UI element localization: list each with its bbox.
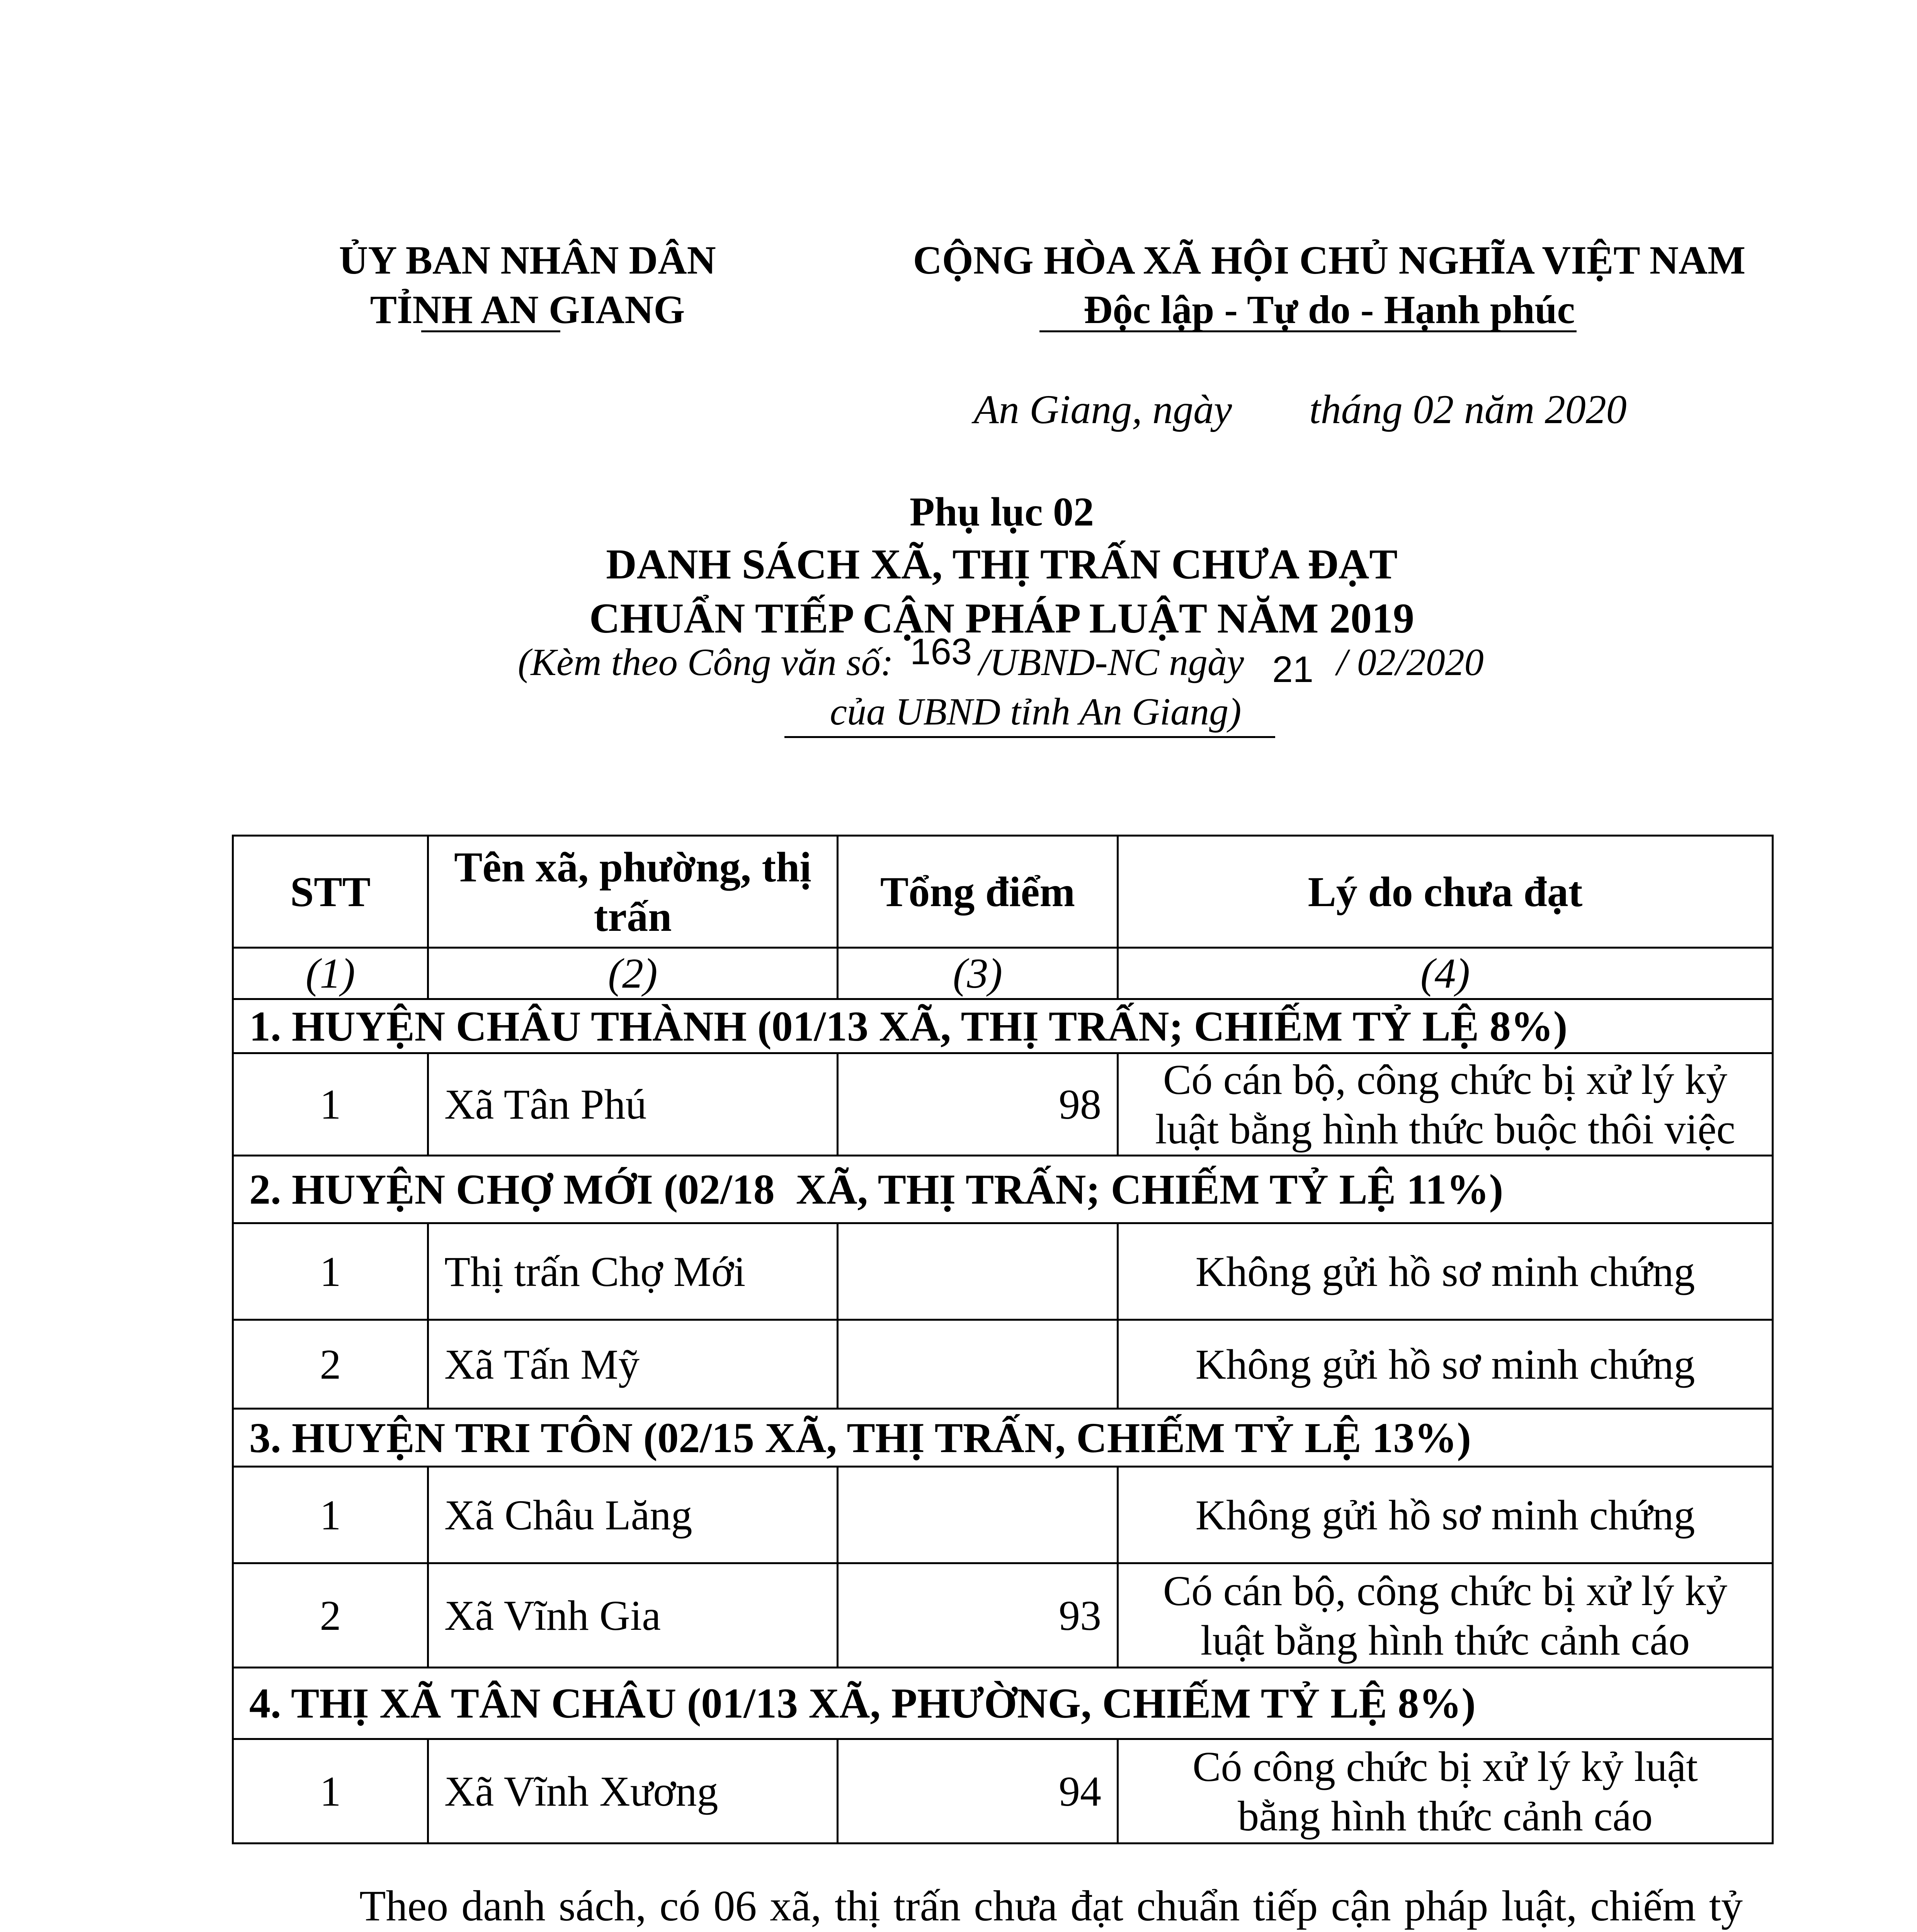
agency-underline [421, 330, 560, 332]
motto-underline [1039, 330, 1577, 332]
cell-stt: 1 [233, 1223, 428, 1320]
agency-name [270, 236, 784, 335]
cell-stt: 2 [233, 1320, 428, 1409]
header-stt: STT [233, 836, 428, 948]
table-header-row [233, 836, 1773, 948]
cell-score [838, 1223, 1118, 1320]
cell-stt: 1 [233, 1467, 428, 1563]
cell-reason: Có công chức bị xử lý kỷ luật bằng hình thức cảnh cáo [1118, 1739, 1773, 1844]
cell-name: Xã Vĩnh Xương [428, 1739, 838, 1844]
cell-reason: Không gửi hồ sơ minh chứng [1118, 1223, 1773, 1320]
column-number: (2) [428, 948, 838, 999]
column-number-row [233, 948, 1773, 999]
table-row [233, 1053, 1773, 1156]
column-number: (3) [838, 948, 1118, 999]
table-row [233, 1320, 1773, 1409]
header-score: Tổng điểm [838, 836, 1118, 948]
cell-stt: 1 [233, 1053, 428, 1156]
reference-suffix: / 02/2020 [1337, 641, 1484, 684]
national-motto [885, 236, 1774, 335]
group-title: 4. THỊ XÃ TÂN CHÂU (01/13 XÃ, PHƯỜNG, CHIẾM TỶ LỆ 8%) [233, 1668, 1773, 1739]
table-row [233, 1739, 1773, 1844]
agency-line1: ỦY BAN NHÂN DÂN [339, 238, 716, 282]
reference-day: 21 [1272, 649, 1314, 690]
date-place: An Giang, ngày [974, 387, 1232, 432]
cell-score: 94 [838, 1739, 1118, 1844]
summary-paragraph: Theo danh sách, có 06 xã, thị trấn chưa đạt chuẩn tiếp cận pháp luật, chiếm tỷ [359, 1882, 1743, 1930]
header-name: Tên xã, phường, thị trấn [428, 836, 838, 948]
date-line [974, 384, 1627, 435]
column-number: (4) [1118, 948, 1773, 999]
reference-prefix: (Kèm theo Công văn số: [518, 641, 894, 684]
cell-name: Xã Châu Lăng [428, 1467, 838, 1563]
cell-reason: Có cán bộ, công chức bị xử lý kỷ luật bằng hình thức buộc thôi việc [1118, 1053, 1773, 1156]
reference-line [518, 631, 1677, 690]
cell-score [838, 1320, 1118, 1409]
document-title-line2: CHUẨN TIẾP CẬN PHÁP LUẬT NĂM 2019 [589, 595, 1414, 642]
appendix-label: Phụ lục 02 [909, 489, 1094, 534]
cell-stt: 2 [233, 1563, 428, 1668]
group-title: 3. HUYỆN TRI TÔN (02/15 XÃ, THỊ TRẤN, CHIẾM TỶ LỆ 13%) [233, 1409, 1773, 1467]
cell-reason: Không gửi hồ sơ minh chứng [1118, 1320, 1773, 1409]
cell-reason: Có cán bộ, công chức bị xử lý kỷ luật bằng hình thức cảnh cáo [1118, 1563, 1773, 1668]
agency-line2: TỈNH AN GIANG [370, 287, 685, 332]
cell-name: Xã Tân Phú [428, 1053, 838, 1156]
cell-name: Thị trấn Chợ Mới [428, 1223, 838, 1320]
cell-score: 93 [838, 1563, 1118, 1668]
cell-name: Xã Tấn Mỹ [428, 1320, 838, 1409]
cell-reason: Không gửi hồ sơ minh chứng [1118, 1467, 1773, 1563]
cell-score: 98 [838, 1053, 1118, 1156]
group-row [233, 1668, 1773, 1739]
table-row [233, 1467, 1773, 1563]
group-title: 2. HUYỆN CHỢ MỚI (02/18 XÃ, THỊ TRẤN; CHIẾM TỶ LỆ 11%) [233, 1156, 1773, 1223]
motto-line: Độc lập - Tự do - Hạnh phúc [1084, 287, 1575, 332]
date-month-year: tháng 02 năm 2020 [1309, 387, 1627, 432]
country-name: CỘNG HÒA XÃ HỘI CHỦ NGHĨA VIỆT NAM [913, 238, 1746, 282]
reference-line2: của UBND tỉnh An Giang) [830, 690, 1242, 733]
reference-middle: /UBND-NC ngày [979, 641, 1244, 684]
document-title-line1: DANH SÁCH XÃ, THỊ TRẤN CHƯA ĐẠT [606, 541, 1398, 588]
group-row [233, 999, 1773, 1053]
header-reason: Lý do chưa đạt [1118, 836, 1773, 948]
group-title: 1. HUYỆN CHÂU THÀNH (01/13 XÃ, THỊ TRẤN; CHIẾM TỶ LỆ 8%) [233, 999, 1773, 1053]
cell-stt: 1 [233, 1739, 428, 1844]
reference-number: 163 [910, 631, 972, 672]
group-row [233, 1156, 1773, 1223]
title-underline [784, 736, 1275, 738]
unqualified-communes-table [232, 835, 1774, 1844]
table-row [233, 1563, 1773, 1668]
group-row [233, 1409, 1773, 1467]
table-row [233, 1223, 1773, 1320]
cell-name: Xã Vĩnh Gia [428, 1563, 838, 1668]
column-number: (1) [233, 948, 428, 999]
cell-score [838, 1467, 1118, 1563]
